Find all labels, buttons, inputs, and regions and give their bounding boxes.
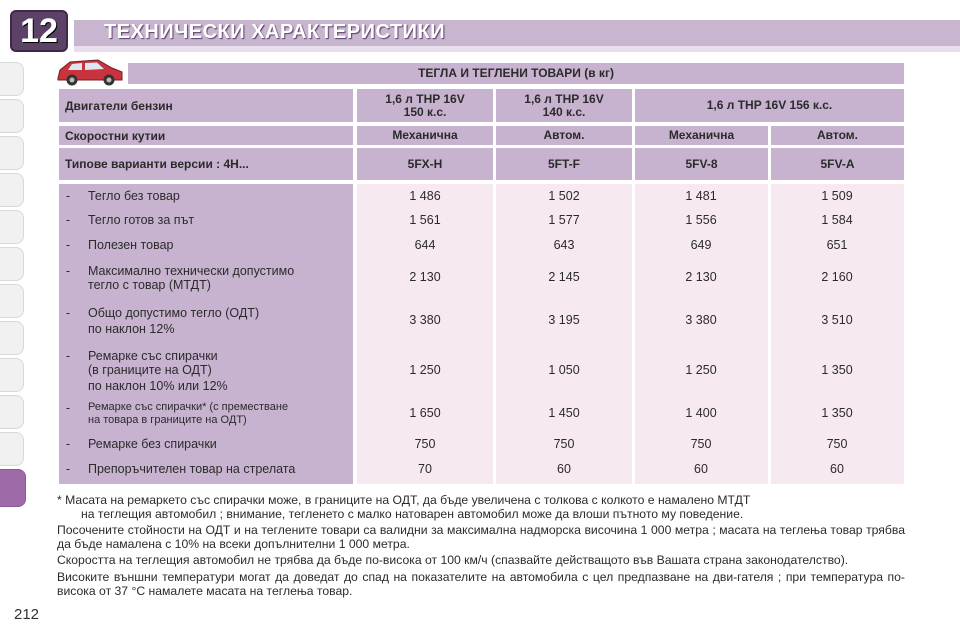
row-label-text: (в границите на ОДТ) (88, 363, 212, 377)
value-cell: 643 (553, 238, 575, 252)
engine-cell (496, 89, 632, 122)
gearbox-cell: Автом. (496, 126, 632, 145)
chapter-tab[interactable] (0, 432, 24, 466)
bullet-dash: - (66, 349, 71, 363)
value-cell: 1 509 (821, 189, 853, 203)
versions-header-row (59, 148, 904, 180)
engines-label: Двигатели бензин (59, 89, 353, 122)
value-cell: 60 (694, 462, 708, 476)
value-cell: 1 556 (685, 213, 717, 227)
row-label-text: Общо допустимо тегло (ОДТ) (88, 306, 260, 320)
value-cell: 1 400 (685, 406, 717, 420)
value-cell: 3 380 (409, 313, 441, 327)
engine-cell (635, 89, 904, 122)
version-cell: 5FT-F (496, 148, 632, 180)
note-paragraph: Посочените стойности на ОДТ и на теглените товари са валидни за максимална надморска височина 1 000 метра ; масата на теглења товар трябва да бъде намалена с 10% на всеки допълнителни 1 000 метра. (57, 523, 905, 551)
value-cell: 651 (826, 238, 848, 252)
value-cell: 1 481 (685, 189, 717, 203)
page-number: 212 (14, 606, 40, 623)
bullet-dash: - (66, 437, 71, 451)
chapter-tab[interactable] (0, 62, 24, 96)
value-cell: 1 561 (409, 213, 441, 227)
engine-power: 140 к.с. (542, 104, 586, 119)
value-cell: 1 350 (821, 406, 853, 420)
footnote-line: на теглещия автомобил ; внимание, тегленето с малко натоварен автомобил може да влоши пътното му поведение. (81, 506, 744, 521)
row-label-text: по наклон 12% (88, 322, 175, 336)
chapter-tabs (0, 62, 28, 510)
gearbox-cell: Механична (357, 126, 493, 145)
gearbox-cell: Механична (635, 126, 768, 145)
value-cell: 2 160 (821, 270, 853, 284)
note-paragraph: Скоростта на теглещия автомобил не трябва да бъде по-висока от 100 км/ч (спазвайте действащото във Вашата страна законодателство). (57, 553, 849, 568)
engine-line: 1,6 л THP 16V (524, 91, 604, 106)
gearbox-header-row (59, 126, 904, 145)
chapter-tab[interactable] (0, 99, 24, 133)
value-cell: 2 130 (409, 270, 441, 284)
gearbox-label: Скоростни кутии (59, 126, 353, 145)
page-header (74, 20, 960, 46)
header-underline (74, 46, 960, 52)
row-label-text: Тегло без товар (88, 189, 180, 203)
row-label-text: Ремарке без спирачки (88, 437, 217, 451)
value-cell: 1 650 (409, 406, 441, 420)
version-cell: 5FV-A (771, 148, 904, 180)
row-label-text: тегло с товар (МТДТ) (88, 278, 211, 292)
value-cell: 750 (690, 437, 712, 451)
versions-label: Типове варианти версии : 4H... (59, 148, 353, 180)
chapter-tab[interactable] (0, 173, 24, 207)
bullet-dash: - (66, 462, 71, 476)
value-cell: 1 450 (548, 406, 580, 420)
car-icon (54, 54, 126, 88)
engine-line: 1,6 л THP 16V 156 к.с. (706, 98, 833, 112)
chapter-tab[interactable] (0, 321, 24, 355)
bullet-dash: - (66, 189, 71, 203)
chapter-number-badge: 12 (10, 10, 68, 52)
value-cell: 1 250 (409, 363, 441, 377)
value-cell: 1 350 (821, 363, 853, 377)
note-paragraph: Високите външни температури могат да доведат до спад на показателите на автомобила с цел предпазване на дви-гателя ; при температура по-висока от 37 °C намалете масата на теглења товар. (57, 569, 905, 598)
value-cell: 1 584 (821, 213, 853, 227)
value-cell: 60 (830, 462, 844, 476)
engine-power: 150 к.с. (403, 104, 447, 119)
bullet-dash: - (66, 306, 71, 320)
value-cell: 1 250 (685, 363, 717, 377)
version-cell: 5FX-H (357, 148, 493, 180)
value-cell: 750 (553, 437, 575, 451)
bullet-dash: - (66, 401, 71, 415)
row-label-text: по наклон 10% или 12% (88, 379, 228, 393)
bullet-dash: - (66, 238, 71, 252)
value-cell: 3 195 (548, 313, 580, 327)
row-label-text: на товара в границите на ОДТ) (88, 414, 247, 426)
value-cell: 70 (418, 462, 432, 476)
value-cell: 3 510 (821, 313, 853, 327)
value-cell: 750 (826, 437, 848, 451)
value-cell: 1 577 (548, 213, 580, 227)
row-label-text: Тегло готов за път (88, 213, 195, 227)
value-cell: 1 502 (548, 189, 580, 203)
value-cell: 3 380 (685, 313, 717, 327)
row-label-text: Ремарке със спирачки* (с преместване (88, 401, 289, 413)
notes-section (57, 494, 905, 601)
chapter-tab[interactable] (0, 284, 24, 318)
bullet-dash: - (66, 213, 71, 227)
value-cell: 2 130 (685, 270, 717, 284)
value-cell: 750 (414, 437, 436, 451)
footnote-line: * Масата на ремаркето със спирачки може, в границите на ОДТ, да бъде увеличена с толкова с колкото е намалено МТДТ (57, 493, 751, 507)
page-title: ТЕХНИЧЕСКИ ХАРАКТЕРИСТИКИ (104, 21, 446, 43)
footnote (57, 494, 905, 521)
value-cell: 649 (690, 238, 712, 252)
row-label-text: Максимално технически допустимо (88, 264, 295, 278)
chapter-tab[interactable] (0, 247, 24, 281)
row-label-text: Препоръчителен товар на стрелата (88, 462, 296, 476)
value-cell: 1 050 (548, 363, 580, 377)
chapter-tab[interactable] (0, 395, 24, 429)
table-title: ТЕГЛА И ТЕГЛЕНИ ТОВАРИ (в кг) (128, 63, 904, 84)
value-cell: 644 (414, 238, 436, 252)
value-cell: 60 (557, 462, 571, 476)
chapter-tab[interactable] (0, 136, 24, 170)
row-label-text: Ремарке със спирачки (88, 349, 218, 363)
engine-line: 1,6 л THP 16V (385, 91, 465, 106)
chapter-tab[interactable] (0, 210, 24, 244)
row-label-text: Полезен товар (88, 238, 174, 252)
engine-cell (357, 89, 493, 122)
value-cell: 1 486 (409, 189, 441, 203)
bullet-dash: - (66, 264, 71, 278)
gearbox-cell: Автом. (771, 126, 904, 145)
version-cell: 5FV-8 (635, 148, 768, 180)
chapter-tab[interactable] (0, 358, 24, 392)
chapter-tab-active[interactable] (0, 469, 26, 507)
engines-header-row (59, 89, 904, 122)
value-cell: 2 145 (548, 270, 580, 284)
